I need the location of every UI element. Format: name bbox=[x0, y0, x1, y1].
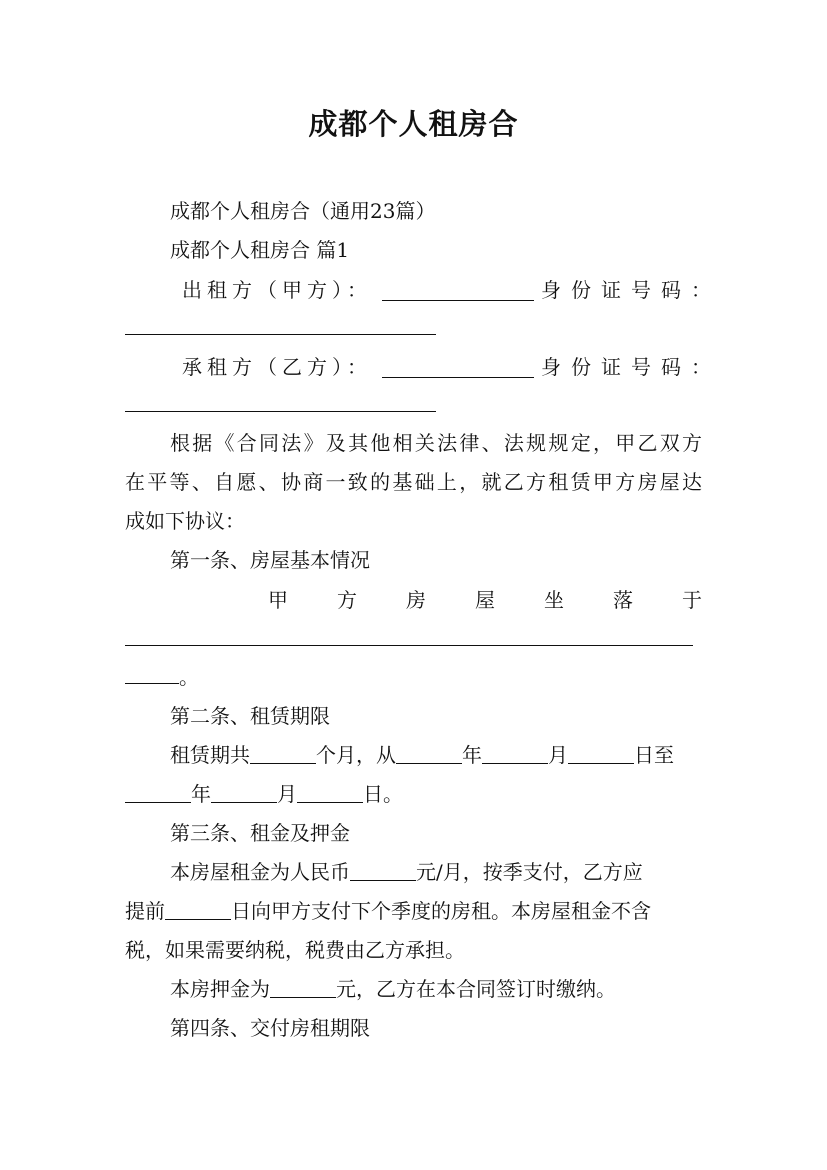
document-subtitle: 成都个人租房合（通用23篇） bbox=[170, 199, 436, 223]
end-day-label: 日。 bbox=[363, 782, 403, 806]
rent-advance-line bbox=[125, 896, 651, 926]
deposit-prefix: 本房押金为 bbox=[170, 977, 270, 1001]
lessor-id-blank bbox=[125, 314, 436, 335]
lessee-id-blank bbox=[125, 391, 436, 412]
lease-months-blank bbox=[250, 743, 316, 764]
article-2-heading: 第二条、租赁期限 bbox=[170, 704, 330, 728]
lease-end-line bbox=[125, 779, 403, 809]
start-day-blank bbox=[568, 743, 634, 764]
deposit-line bbox=[170, 974, 616, 1004]
start-year-blank bbox=[396, 743, 462, 764]
start-year-label: 年 bbox=[462, 743, 482, 767]
end-month-blank bbox=[211, 782, 277, 803]
rent-line bbox=[170, 857, 643, 887]
lessee-name-blank bbox=[382, 357, 534, 378]
section-heading: 成都个人租房合 篇1 bbox=[170, 238, 350, 262]
start-month-label: 月 bbox=[548, 743, 568, 767]
document-title: 成都个人租房合 bbox=[308, 107, 519, 141]
rent-advance-suffix: 日向甲方支付下个季度的房租。本房屋租金不含 bbox=[231, 899, 651, 923]
rent-advance-prefix: 提前 bbox=[125, 899, 165, 923]
article-4-heading: 第四条、交付房租期限 bbox=[170, 1016, 370, 1040]
intro-line-2: 在平等、自愿、协商一致的基础上，就乙方租赁甲方房屋达 bbox=[125, 470, 702, 494]
intro-line-3: 成如下协议： bbox=[125, 509, 245, 533]
end-month-label: 月 bbox=[277, 782, 297, 806]
lessor-label: 出租方（甲方）： bbox=[182, 278, 372, 302]
period-mark: 。 bbox=[179, 665, 199, 689]
lease-term-line bbox=[170, 740, 674, 770]
start-month-blank bbox=[482, 743, 548, 764]
article-1-heading: 第一条、房屋基本情况 bbox=[170, 548, 370, 572]
lessee-label: 承租方（乙方）： bbox=[182, 355, 372, 379]
property-address-blank bbox=[125, 625, 693, 646]
property-address-blank-2 bbox=[125, 663, 179, 684]
rent-amount-blank bbox=[350, 860, 416, 881]
end-year-label: 年 bbox=[191, 782, 211, 806]
deposit-amount-blank bbox=[270, 977, 336, 998]
rent-suffix: 元/月，按季支付，乙方应 bbox=[416, 860, 643, 884]
lessor-name-blank bbox=[382, 280, 534, 301]
deposit-suffix: 元，乙方在本合同签订时缴纳。 bbox=[336, 977, 616, 1001]
lessee-id-label: 身份证号码： bbox=[541, 355, 721, 379]
end-day-blank bbox=[297, 782, 363, 803]
rent-advance-days-blank bbox=[165, 899, 231, 920]
intro-line-1: 根据《合同法》及其他相关法律、法规规定，甲乙双方 bbox=[170, 431, 702, 455]
tax-line: 税，如果需要纳税，税费由乙方承担。 bbox=[125, 938, 465, 962]
start-day-label: 日至 bbox=[634, 743, 674, 767]
lease-term-months: 个月，从 bbox=[316, 743, 396, 767]
article-3-heading: 第三条、租金及押金 bbox=[170, 821, 350, 845]
article-1-location-text: 甲方房屋坐落于 bbox=[268, 588, 702, 612]
lease-term-prefix: 租赁期共 bbox=[170, 743, 250, 767]
lessor-id-label: 身份证号码： bbox=[541, 278, 721, 302]
end-year-blank bbox=[125, 782, 191, 803]
rent-prefix: 本房屋租金为人民币 bbox=[170, 860, 350, 884]
